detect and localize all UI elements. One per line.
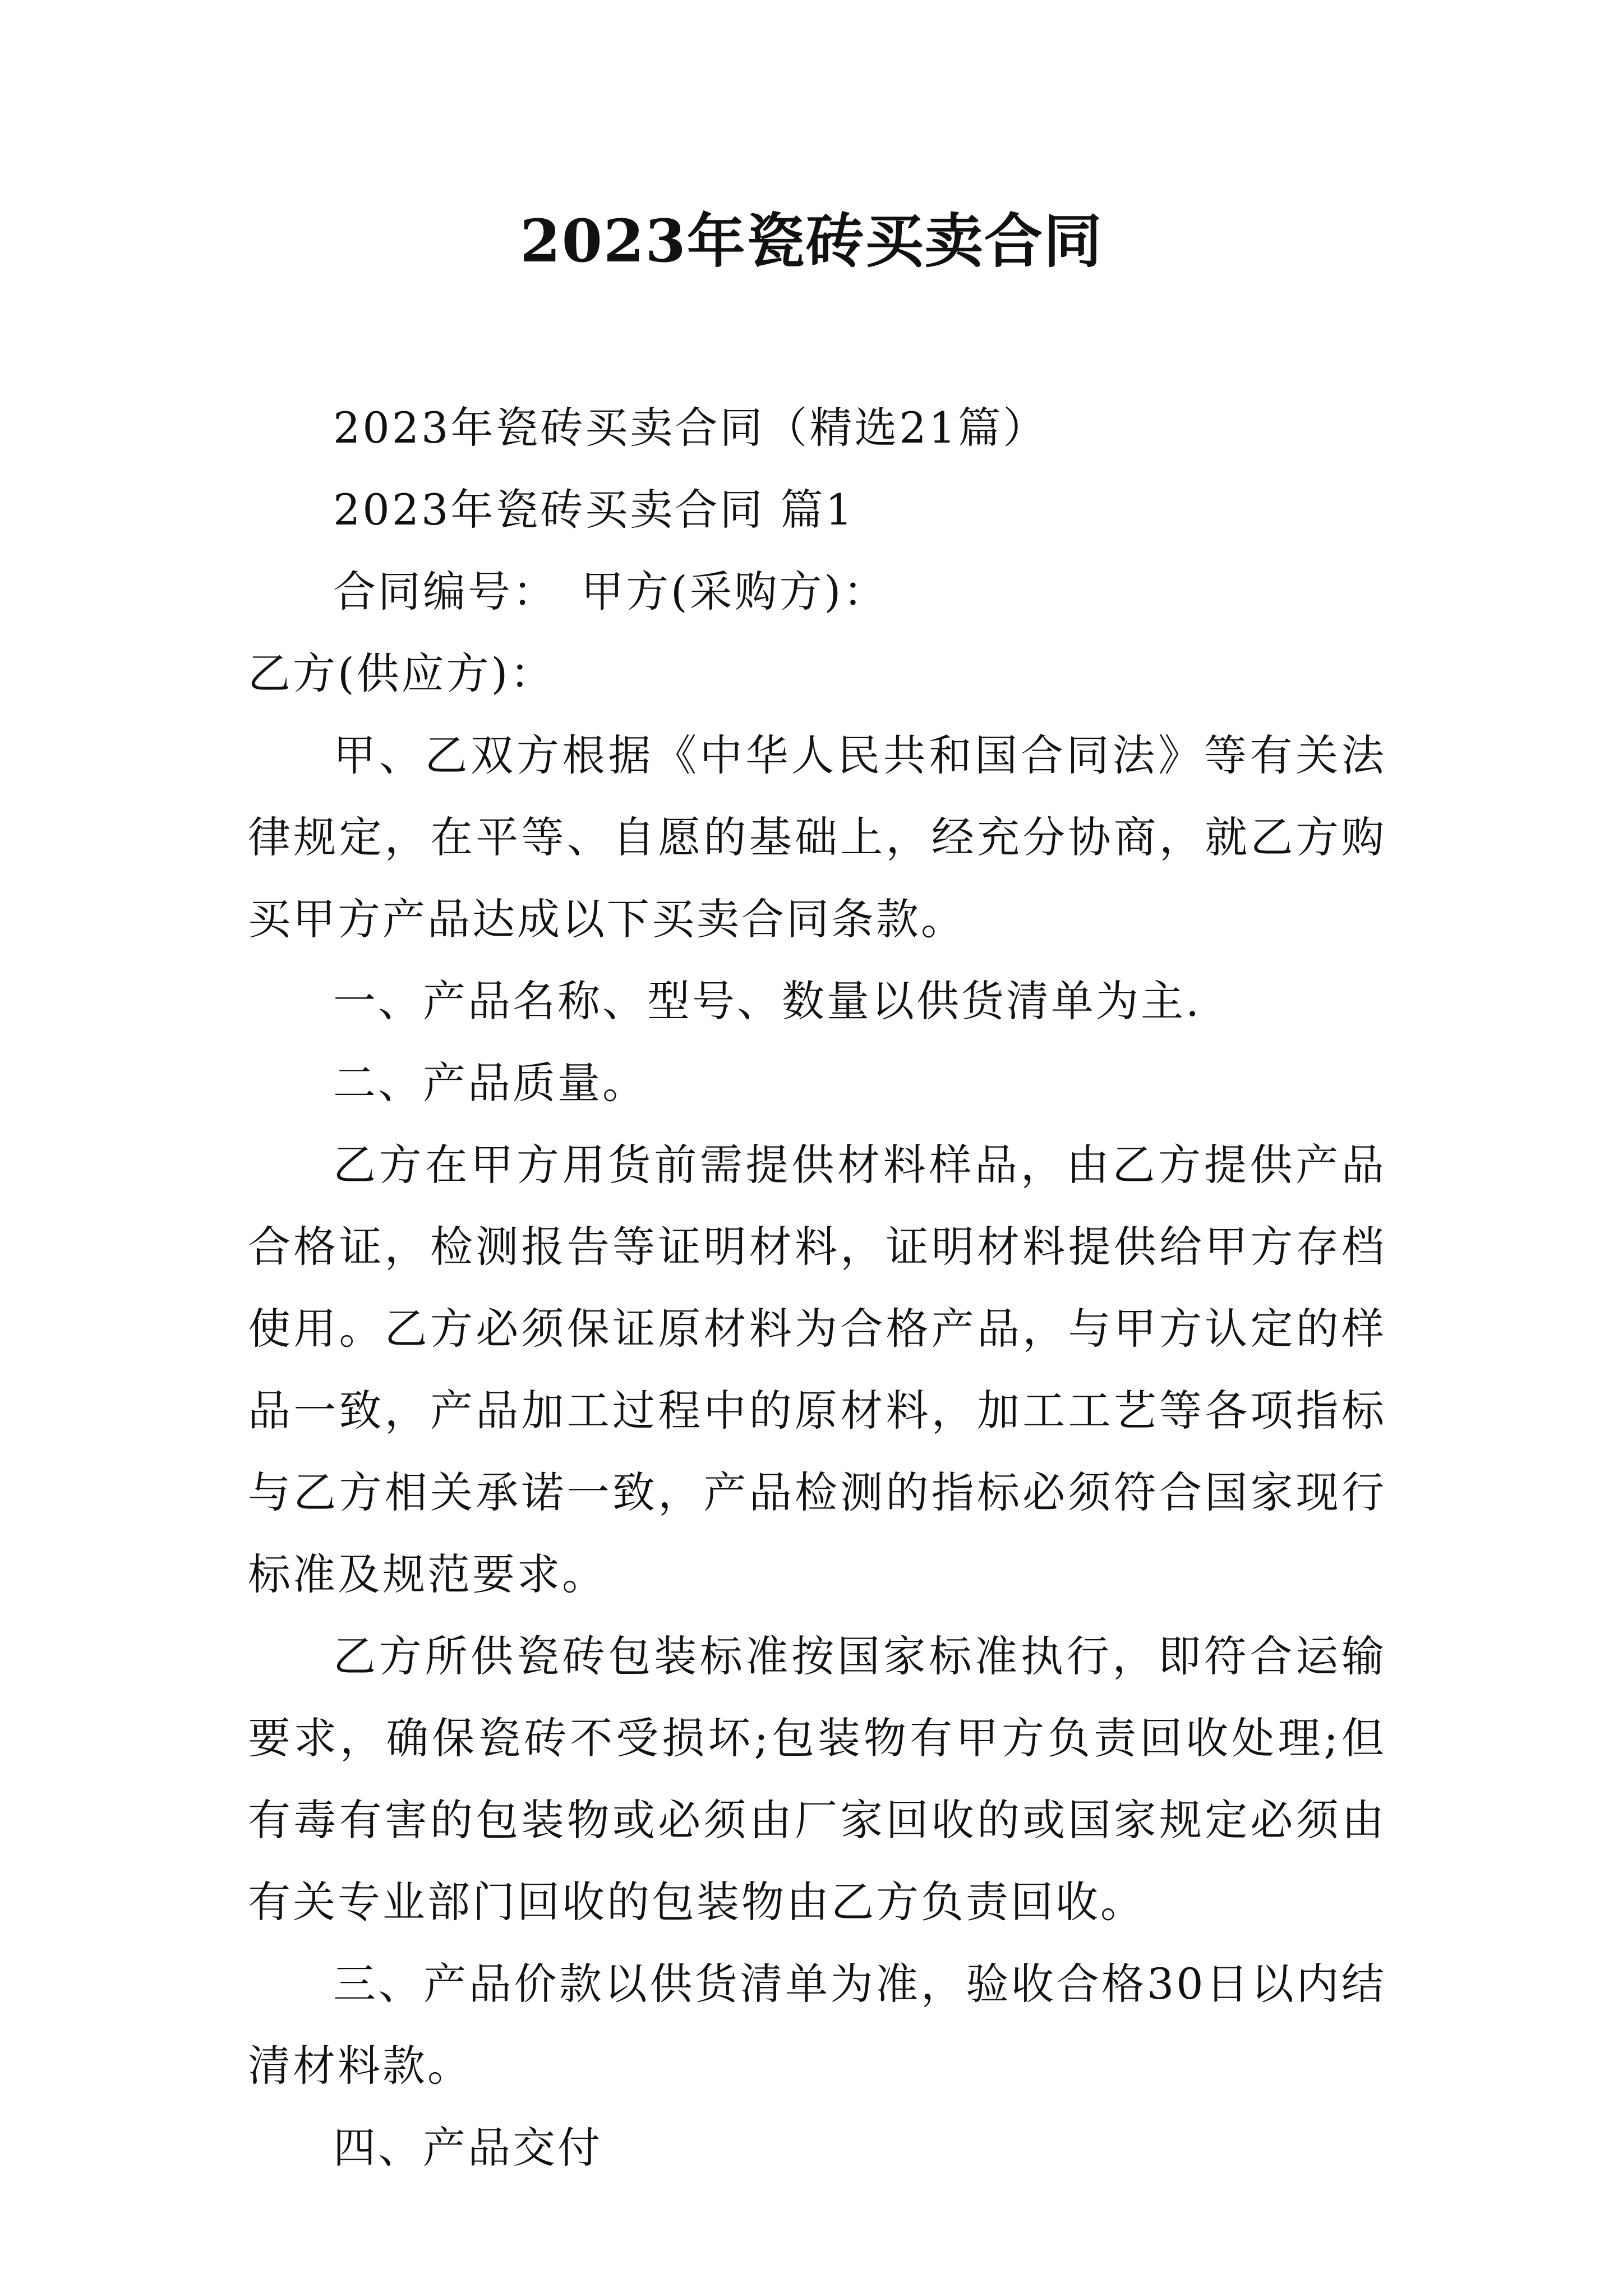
packaging-paragraph: 乙方所供瓷砖包装标准按国家标准执行，即符合运输要求，确保瓷砖不受损坏;包装物有甲方负责回收处理;但有毒有害的包装物或必须由厂家回收的或国家规定必须由有关专业部门回收的包装物由乙方负责回收。 — [248, 1631, 1386, 1927]
clause-1: 一、产品名称、型号、数量以供货清单为主. — [333, 976, 1202, 1026]
clause-3: 三、产品价款以供货清单为准，验收合格30日以内结清材料款。 — [248, 1959, 1386, 2091]
document-title: 2023年瓷砖买卖合同 — [520, 206, 1103, 275]
section-heading: 2023年瓷砖买卖合同 篇1 — [333, 485, 855, 535]
quality-paragraph: 乙方在甲方用货前需提供材料样品，由乙方提供产品合格证，检测报告等证明材料，证明材料提供给甲方存档使用。乙方必须保证原材料为合格产品，与甲方认定的样品一致，产品加工过程中的原材料，加工工艺等各项指标与乙方相关承诺一致，产品检测的指标必须符合国家现行标准及规范要求。 — [248, 1140, 1386, 1599]
subtitle-paragraph: 2023年瓷砖买卖合同（精选21篇） — [333, 403, 1048, 453]
party-b-line: 乙方(供应方)： — [248, 648, 555, 698]
preamble-paragraph: 甲、乙双方根据《中华人民共和国合同法》等有关法律规定，在平等、自愿的基础上，经充分协商，就乙方购买甲方产品达成以下买卖合同条款。 — [248, 730, 1386, 944]
document-body — [248, 387, 1386, 2189]
contract-number-line: 合同编号： 甲方(采购方)： — [333, 567, 888, 616]
clause-2-heading: 二、产品质量。 — [333, 1058, 647, 1108]
clause-4-heading: 四、产品交付 — [333, 2123, 602, 2173]
